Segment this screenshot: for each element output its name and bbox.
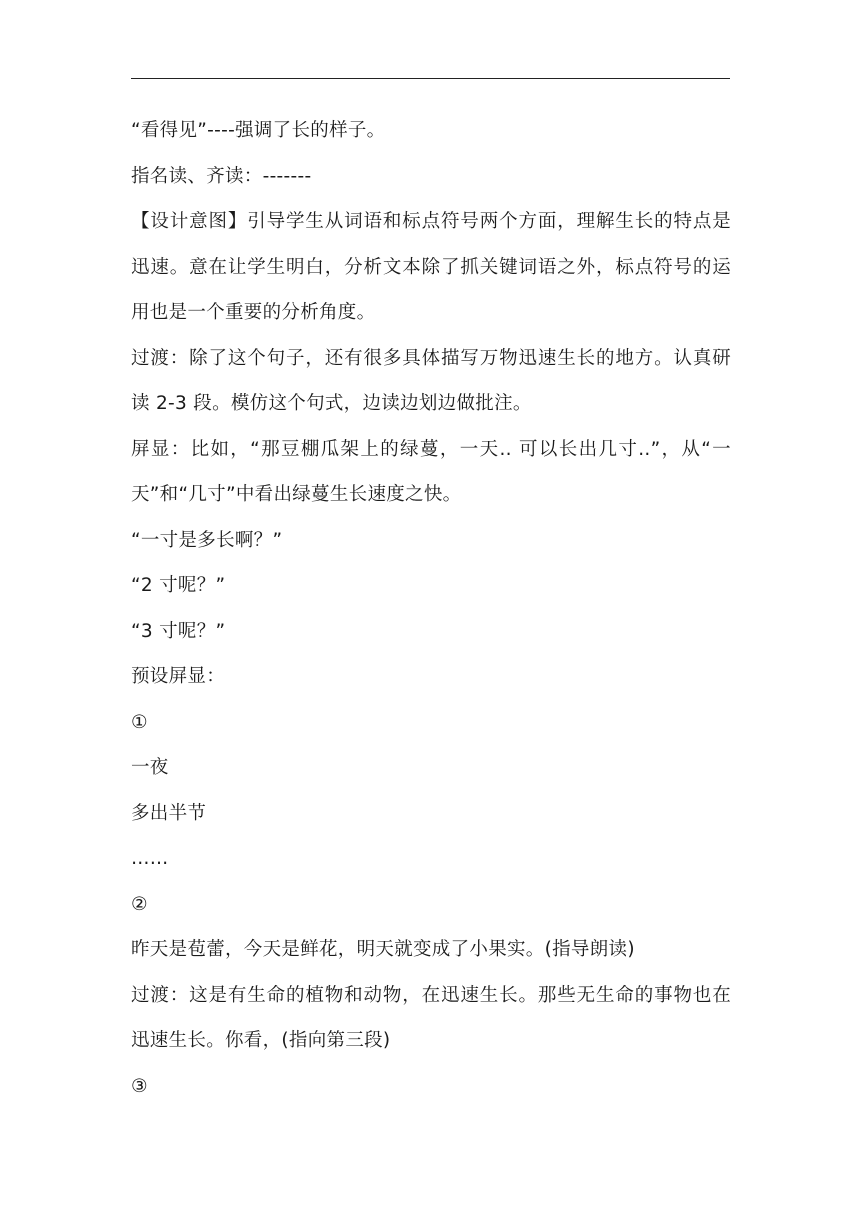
marker-circled-one: ① (131, 711, 148, 733)
header-divider (131, 78, 730, 79)
paragraph-bud-flower-fruit: 昨天是苞蕾，今天是鲜花，明天就变成了小果实。(指导朗读) (131, 939, 635, 960)
question-one-cun: “一寸是多长啊？” (131, 529, 283, 551)
paragraph-zhimingdu: 指名读、齐读：------- (131, 165, 312, 187)
marker-circled-two: ② (131, 893, 148, 915)
paragraph-transition-1: 过渡：除了这个句子，还有很多具体描写万物迅速生长的地方。认真研读 2-3 段。模仿这个句式，边读边划边做批注。 (131, 347, 731, 414)
ellipsis-line: …… (131, 848, 169, 869)
question-two-cun: “2 寸呢？” (131, 575, 226, 596)
paragraph-transition-2: 过渡：这是有生命的植物和动物，在迅速生长。那些无生命的事物也在迅速生长。你看，(指向第三段) (131, 984, 731, 1051)
paragraph-screen-example: 屏显：比如，“那豆棚瓜架上的绿蔓，一天.. 可以长出几寸..”，从“一天”和“几寸”中看出绿蔓生长速度之快。 (131, 438, 731, 505)
line-duochu-banjie: 多出半节 (131, 802, 207, 824)
line-yiye: 一夜 (131, 757, 169, 778)
preset-screen-label: 预设屏显： (131, 666, 226, 687)
paragraph-kandejian: “看得见”----强调了长的样子。 (131, 120, 386, 141)
paragraph-design-intent: 【设计意图】引导学生从词语和标点符号两个方面，理解生长的特点是迅速。意在让学生明白，分析文本除了抓关键词语之外，标点符号的运用也是一个重要的分析角度。 (131, 211, 731, 323)
marker-circled-three: ③ (131, 1075, 148, 1097)
document-body (131, 108, 731, 1109)
question-three-cun: “3 寸呢？” (131, 620, 226, 642)
